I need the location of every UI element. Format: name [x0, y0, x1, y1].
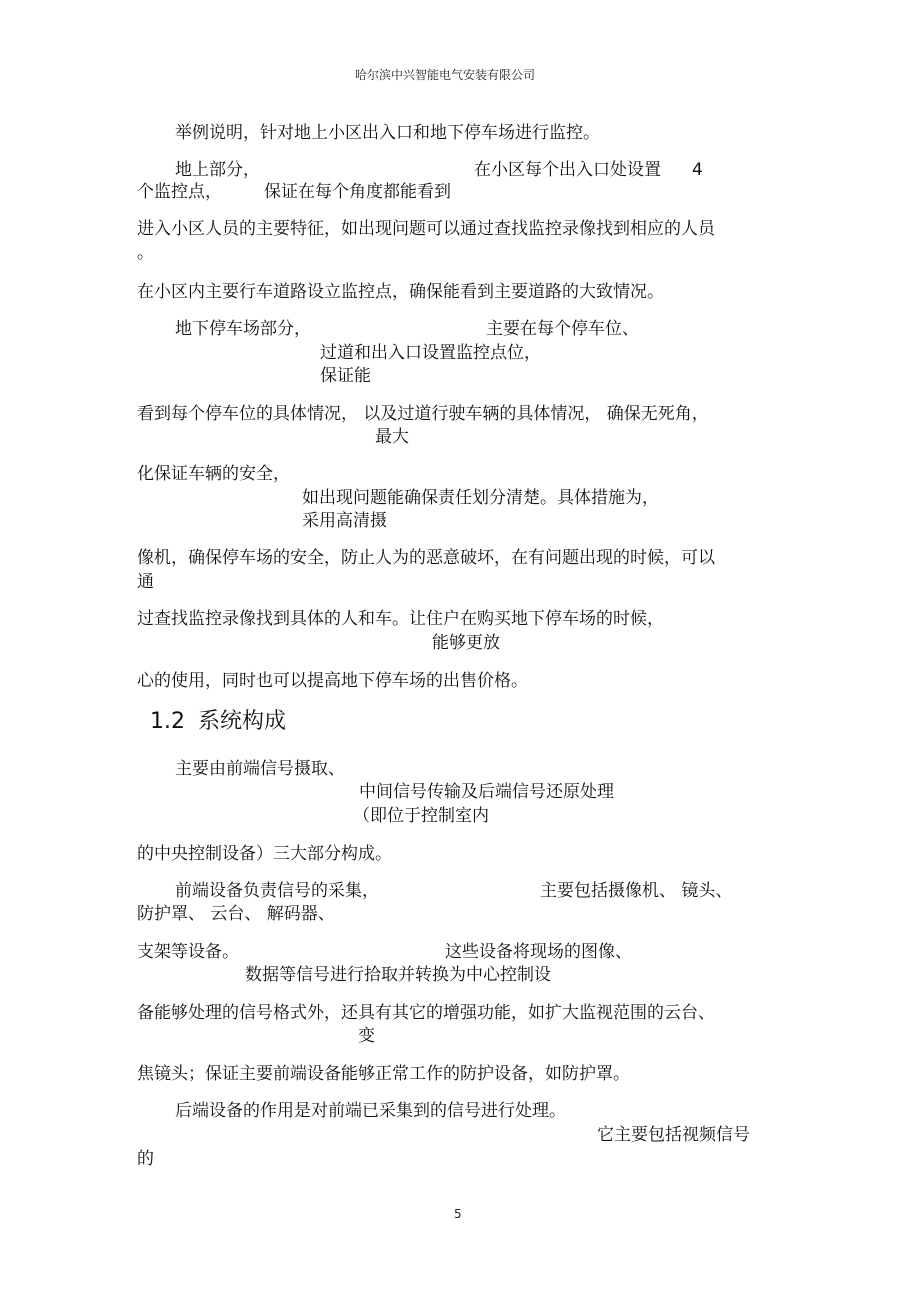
paragraph-line: 焦镜头；保证主要前端设备能够正常工作的防护设备，如防护罩。 [137, 1064, 630, 1084]
paragraph-line: 中间信号传输及后端信号还原处理 [359, 782, 614, 802]
paragraph-line: 备能够处理的信号格式外，还具有其它的增强功能，如扩大监视范围的云台、 [137, 1003, 715, 1023]
paragraph-line: 像机，确保停车场的安全，防止人为的恶意破坏，在有问题出现的时候，可以 [137, 548, 715, 568]
paragraph-line: 防护罩、 云台、 解码器、 [137, 904, 335, 924]
paragraph-line: 的 [137, 1149, 154, 1169]
section-heading [150, 709, 286, 735]
paragraph-line: 个监控点， [137, 182, 222, 202]
paragraph-line: 在小区每个出入口处设置 [474, 160, 661, 180]
section-number: 1.2 [150, 709, 185, 734]
paragraph-line: 主要包括摄像机、 镜头、 [540, 881, 733, 901]
paragraph-line: 举例说明，针对地上小区出入口和地下停车场进行监控。 [175, 123, 600, 143]
paragraph-line: 化保证车辆的安全， [137, 464, 290, 484]
paragraph-line: 数据等信号进行拾取并转换为中心控制设 [245, 965, 551, 985]
paragraph-line: 地上部分， [175, 160, 260, 180]
paragraph-line: 。 [137, 243, 154, 263]
paragraph-line: 过道和出入口设置监控点位， [320, 343, 541, 363]
section-title: 系统构成 [198, 709, 287, 734]
paragraph-line: 变 [358, 1026, 375, 1046]
paragraph-line: 采用高清摄 [302, 511, 387, 531]
paragraph-line: 看到每个停车位的具体情况， 以及过道行驶车辆的具体情况， 确保无死角， [137, 404, 709, 424]
paragraph-line: （即位于控制室内 [353, 806, 489, 826]
paragraph-line: 的中央控制设备）三大部分构成。 [137, 844, 392, 864]
paragraph-line: 主要在每个停车位、 [486, 319, 639, 339]
paragraph-line: 后端设备的作用是对前端已采集到的信号进行处理。 [175, 1101, 566, 1121]
paragraph-line: 保证能 [320, 366, 371, 386]
paragraph-line: 支架等设备。 [137, 942, 239, 962]
page-number: 5 [454, 1207, 462, 1221]
paragraph-line: 能够更放 [432, 633, 500, 653]
paragraph-line: 在小区内主要行车道路设立监控点，确保能看到主要道路的大致情况。 [137, 282, 664, 302]
paragraph-line: 4 [692, 160, 703, 180]
paragraph-line: 它主要包括视频信号 [597, 1125, 750, 1145]
paragraph-line: 心的使用，同时也可以提高地下停车场的出售价格。 [137, 671, 528, 691]
paragraph-line: 主要由前端信号摄取、 [175, 759, 345, 779]
page-header: 哈尔滨中兴智能电气安装有限公司 [355, 68, 536, 82]
paragraph-line: 如出现问题能确保责任划分清楚。具体措施为， [302, 488, 659, 508]
paragraph-line: 保证在每个角度都能看到 [264, 182, 451, 202]
paragraph-line: 地下停车场部分， [175, 319, 311, 339]
paragraph-line: 过查找监控录像找到具体的人和车。让住户在购买地下停车场的时候， [137, 609, 664, 629]
paragraph-line: 通 [137, 572, 154, 592]
paragraph-line: 这些设备将现场的图像、 [445, 942, 632, 962]
paragraph-line: 前端设备负责信号的采集， [175, 881, 379, 901]
paragraph-line: 最大 [375, 427, 409, 447]
paragraph-line: 进入小区人员的主要特征，如出现问题可以通过查找监控录像找到相应的人员 [137, 219, 715, 239]
